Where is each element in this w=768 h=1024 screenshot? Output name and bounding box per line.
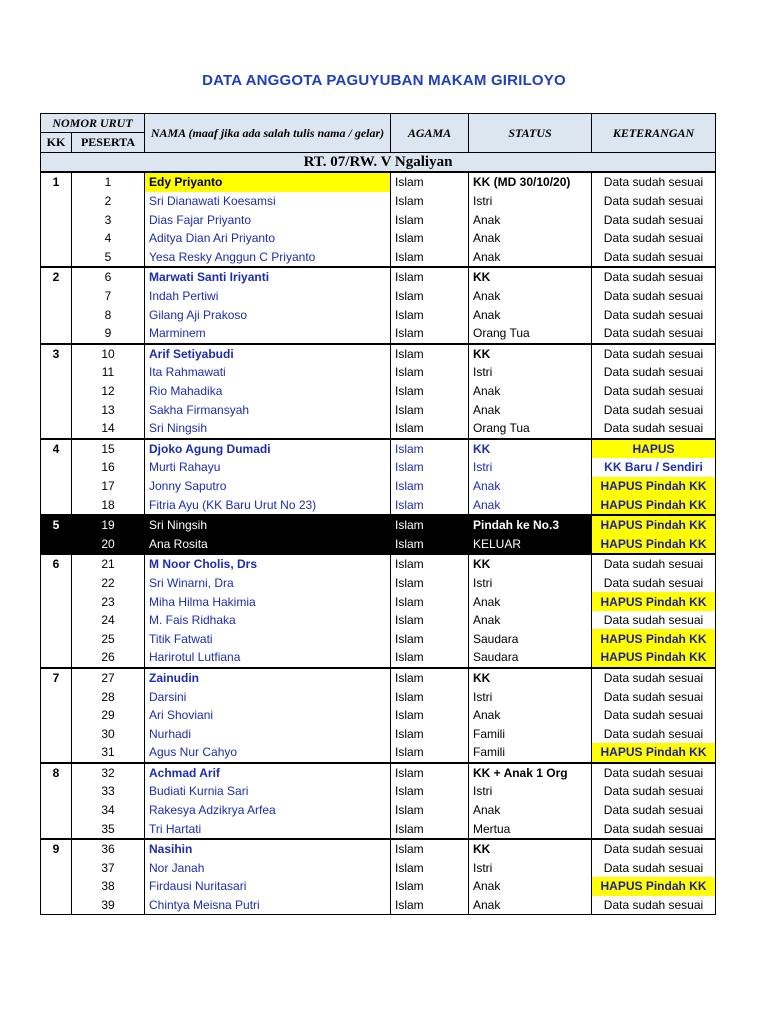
kk-number-cell [41,801,72,820]
keterangan-cell: Data sudah sesuai [592,782,716,801]
kk-number-cell: 2 [41,267,72,287]
agama-cell: Islam [391,229,469,248]
name-cell: Fitria Ayu (KK Baru Urut No 23) [145,495,391,515]
name-cell: Arif Setiyabudi [145,344,391,364]
agama-cell: Islam [391,305,469,324]
keterangan-cell: Data sudah sesuai [592,687,716,706]
name-cell: Ana Rosita [145,534,391,554]
kk-number-cell [41,382,72,401]
keterangan-cell: Data sudah sesuai [592,172,716,192]
status-cell: Anak [469,382,592,401]
table-row [41,554,716,574]
agama-cell: Islam [391,248,469,268]
table-row [41,839,716,859]
status-cell: Anak [469,400,592,419]
status-cell: Istri [469,574,592,593]
kk-number-cell: 5 [41,515,72,535]
status-cell: KELUAR [469,534,592,554]
agama-cell: Islam [391,363,469,382]
status-cell: KK [469,267,592,287]
table-row [41,382,716,401]
keterangan-cell: HAPUS Pindah KK [592,629,716,648]
peserta-number-cell: 9 [72,324,145,344]
agama-cell: Islam [391,839,469,859]
header-peserta: PESERTA [72,133,145,153]
table-row [41,896,716,915]
peserta-number-cell: 6 [72,267,145,287]
kk-number-cell [41,229,72,248]
keterangan-cell: Data sudah sesuai [592,382,716,401]
kk-number-cell: 7 [41,668,72,688]
peserta-number-cell: 21 [72,554,145,574]
keterangan-cell: Data sudah sesuai [592,267,716,287]
kk-number-cell [41,363,72,382]
status-cell: Anak [469,706,592,725]
name-cell: Sri Winarni, Dra [145,574,391,593]
status-cell: Istri [469,687,592,706]
name-cell: Harirotul Lutfiana [145,648,391,668]
status-cell: Saudara [469,648,592,668]
status-cell: Anak [469,210,592,229]
peserta-number-cell: 26 [72,648,145,668]
status-cell: Istri [469,782,592,801]
table-row [41,819,716,839]
peserta-number-cell: 32 [72,763,145,783]
table-row [41,363,716,382]
keterangan-cell: Data sudah sesuai [592,763,716,783]
status-cell: KK [469,344,592,364]
kk-number-cell [41,534,72,554]
keterangan-cell: HAPUS Pindah KK [592,495,716,515]
kk-number-cell [41,400,72,419]
table-row [41,782,716,801]
status-cell: Istri [469,363,592,382]
agama-cell: Islam [391,172,469,192]
table-row [41,629,716,648]
agama-cell: Islam [391,554,469,574]
name-cell: Edy Priyanto [145,172,391,192]
keterangan-cell: Data sudah sesuai [592,229,716,248]
kk-number-cell [41,819,72,839]
status-cell: Orang Tua [469,419,592,439]
name-cell: Sakha Firmansyah [145,400,391,419]
table-row [41,192,716,211]
agama-cell: Islam [391,877,469,896]
table-row [41,400,716,419]
name-cell: Nor Janah [145,859,391,878]
kk-number-cell [41,287,72,306]
table-row [41,458,716,477]
keterangan-cell: Data sudah sesuai [592,419,716,439]
keterangan-cell: HAPUS Pindah KK [592,534,716,554]
name-cell: Rakesya Adzikrya Arfea [145,801,391,820]
status-cell: KK [469,439,592,459]
status-cell: KK + Anak 1 Org [469,763,592,783]
status-cell: Anak [469,305,592,324]
header-status: STATUS [469,114,592,153]
table-row [41,743,716,763]
agama-cell: Islam [391,896,469,915]
name-cell: Agus Nur Cahyo [145,743,391,763]
keterangan-cell: HAPUS Pindah KK [592,648,716,668]
table-row [41,611,716,630]
peserta-number-cell: 15 [72,439,145,459]
status-cell: Saudara [469,629,592,648]
kk-number-cell: 8 [41,763,72,783]
status-cell: Anak [469,287,592,306]
peserta-number-cell: 31 [72,743,145,763]
agama-cell: Islam [391,324,469,344]
agama-cell: Islam [391,574,469,593]
agama-cell: Islam [391,458,469,477]
status-cell: Mertua [469,819,592,839]
agama-cell: Islam [391,477,469,496]
agama-cell: Islam [391,743,469,763]
peserta-number-cell: 8 [72,305,145,324]
peserta-number-cell: 39 [72,896,145,915]
keterangan-cell: HAPUS Pindah KK [592,592,716,611]
peserta-number-cell: 16 [72,458,145,477]
peserta-number-cell: 18 [72,495,145,515]
keterangan-cell: Data sudah sesuai [592,363,716,382]
status-cell: Pindah ke No.3 [469,515,592,535]
peserta-number-cell: 34 [72,801,145,820]
agama-cell: Islam [391,267,469,287]
name-cell: Murti Rahayu [145,458,391,477]
status-cell: KK [469,668,592,688]
table-row [41,534,716,554]
peserta-number-cell: 4 [72,229,145,248]
table-row [41,267,716,287]
name-cell: Indah Pertiwi [145,287,391,306]
kk-number-cell [41,574,72,593]
header-agama: AGAMA [391,114,469,153]
peserta-number-cell: 13 [72,400,145,419]
agama-cell: Islam [391,648,469,668]
header-kk: KK [41,133,72,153]
status-cell: Istri [469,192,592,211]
agama-cell: Islam [391,382,469,401]
keterangan-cell: HAPUS [592,439,716,459]
table-row [41,324,716,344]
kk-number-cell [41,419,72,439]
peserta-number-cell: 30 [72,724,145,743]
kk-number-cell: 9 [41,839,72,859]
name-cell: Jonny Saputro [145,477,391,496]
table-row [41,592,716,611]
table-body [41,172,716,915]
agama-cell: Islam [391,782,469,801]
keterangan-cell: Data sudah sesuai [592,324,716,344]
kk-number-cell [41,305,72,324]
keterangan-cell: Data sudah sesuai [592,611,716,630]
header-nomor-urut: NOMOR URUT [41,114,145,133]
header-keterangan: KETERANGAN [592,114,716,153]
table-row [41,172,716,192]
status-cell: KK [469,839,592,859]
name-cell: Djoko Agung Dumadi [145,439,391,459]
peserta-number-cell: 37 [72,859,145,878]
kk-number-cell [41,629,72,648]
peserta-number-cell: 27 [72,668,145,688]
agama-cell: Islam [391,801,469,820]
table-row [41,515,716,535]
table-row [41,439,716,459]
status-cell: Anak [469,801,592,820]
agama-cell: Islam [391,611,469,630]
peserta-number-cell: 1 [72,172,145,192]
peserta-number-cell: 25 [72,629,145,648]
agama-cell: Islam [391,192,469,211]
kk-number-cell [41,611,72,630]
table-row [41,344,716,364]
peserta-number-cell: 2 [72,192,145,211]
agama-cell: Islam [391,629,469,648]
name-cell: Sri Ningsih [145,419,391,439]
peserta-number-cell: 24 [72,611,145,630]
keterangan-cell: Data sudah sesuai [592,192,716,211]
peserta-number-cell: 19 [72,515,145,535]
status-cell: KK [469,554,592,574]
status-cell: Orang Tua [469,324,592,344]
peserta-number-cell: 35 [72,819,145,839]
name-cell: Budiati Kurnia Sari [145,782,391,801]
peserta-number-cell: 17 [72,477,145,496]
status-cell: Istri [469,859,592,878]
agama-cell: Islam [391,210,469,229]
kk-number-cell [41,724,72,743]
agama-cell: Islam [391,706,469,725]
agama-cell: Islam [391,419,469,439]
keterangan-cell: Data sudah sesuai [592,287,716,306]
table-row [41,248,716,268]
table-row [41,419,716,439]
name-cell: Sri Dianawati Koesamsi [145,192,391,211]
keterangan-cell: Data sudah sesuai [592,554,716,574]
table-row [41,574,716,593]
keterangan-cell: Data sudah sesuai [592,896,716,915]
kk-number-cell: 6 [41,554,72,574]
peserta-number-cell: 29 [72,706,145,725]
name-cell: M. Fais Ridhaka [145,611,391,630]
kk-number-cell: 4 [41,439,72,459]
table-row [41,801,716,820]
kk-number-cell [41,192,72,211]
peserta-number-cell: 36 [72,839,145,859]
member-table [40,113,716,915]
name-cell: Zainudin [145,668,391,688]
kk-number-cell: 3 [41,344,72,364]
kk-number-cell: 1 [41,172,72,192]
kk-number-cell [41,210,72,229]
page-title: DATA ANGGOTA PAGUYUBAN MAKAM GIRILOYO [202,72,566,89]
agama-cell: Islam [391,859,469,878]
agama-cell: Islam [391,819,469,839]
kk-number-cell [41,859,72,878]
keterangan-cell: Data sudah sesuai [592,574,716,593]
agama-cell: Islam [391,515,469,535]
keterangan-cell: HAPUS Pindah KK [592,877,716,896]
agama-cell: Islam [391,287,469,306]
kk-number-cell [41,687,72,706]
table-row [41,210,716,229]
header-nama: NAMA (maaf jika ada salah tulis nama / gelar) [145,114,391,153]
kk-number-cell [41,896,72,915]
peserta-number-cell: 22 [72,574,145,593]
keterangan-cell: KK Baru / Sendiri [592,458,716,477]
kk-number-cell [41,477,72,496]
kk-number-cell [41,648,72,668]
keterangan-cell: Data sudah sesuai [592,248,716,268]
name-cell: Firdausi Nuritasari [145,877,391,896]
agama-cell: Islam [391,724,469,743]
status-cell: Anak [469,248,592,268]
peserta-number-cell: 33 [72,782,145,801]
keterangan-cell: Data sudah sesuai [592,819,716,839]
name-cell: Ita Rahmawati [145,363,391,382]
agama-cell: Islam [391,400,469,419]
keterangan-cell: Data sudah sesuai [592,724,716,743]
name-cell: Dias Fajar Priyanto [145,210,391,229]
table-row [41,724,716,743]
table-row [41,477,716,496]
table-row [41,648,716,668]
keterangan-cell: Data sudah sesuai [592,706,716,725]
table-row [41,877,716,896]
peserta-number-cell: 14 [72,419,145,439]
status-cell: Anak [469,877,592,896]
status-cell: Anak [469,229,592,248]
status-cell: Anak [469,495,592,515]
agama-cell: Islam [391,344,469,364]
keterangan-cell: Data sudah sesuai [592,839,716,859]
keterangan-cell: Data sudah sesuai [592,859,716,878]
name-cell: Titik Fatwati [145,629,391,648]
agama-cell: Islam [391,592,469,611]
agama-cell: Islam [391,439,469,459]
table-row [41,668,716,688]
status-cell: Anak [469,896,592,915]
status-cell: Anak [469,592,592,611]
peserta-number-cell: 10 [72,344,145,364]
name-cell: Chintya Meisna Putri [145,896,391,915]
table-row [41,763,716,783]
keterangan-cell: Data sudah sesuai [592,801,716,820]
name-cell: Sri Ningsih [145,515,391,535]
table-row [41,687,716,706]
name-cell: Rio Mahadika [145,382,391,401]
kk-number-cell [41,782,72,801]
name-cell: Nurhadi [145,724,391,743]
agama-cell: Islam [391,534,469,554]
name-cell: Marwati Santi Iriyanti [145,267,391,287]
peserta-number-cell: 3 [72,210,145,229]
name-cell: Yesa Resky Anggun C Priyanto [145,248,391,268]
peserta-number-cell: 38 [72,877,145,896]
peserta-number-cell: 20 [72,534,145,554]
agama-cell: Islam [391,763,469,783]
peserta-number-cell: 23 [72,592,145,611]
status-cell: Famili [469,724,592,743]
keterangan-cell: Data sudah sesuai [592,400,716,419]
name-cell: Marminem [145,324,391,344]
table-row [41,305,716,324]
kk-number-cell [41,706,72,725]
table-row [41,495,716,515]
name-cell: Gilang Aji Prakoso [145,305,391,324]
status-cell: Istri [469,458,592,477]
keterangan-cell: Data sudah sesuai [592,210,716,229]
keterangan-cell: Data sudah sesuai [592,305,716,324]
name-cell: Achmad Arif [145,763,391,783]
peserta-number-cell: 5 [72,248,145,268]
name-cell: Darsini [145,687,391,706]
peserta-number-cell: 28 [72,687,145,706]
kk-number-cell [41,592,72,611]
keterangan-cell: Data sudah sesuai [592,344,716,364]
kk-number-cell [41,743,72,763]
name-cell: M Noor Cholis, Drs [145,554,391,574]
agama-cell: Islam [391,495,469,515]
table-row [41,229,716,248]
peserta-number-cell: 12 [72,382,145,401]
rt-section-label: RT. 07/RW. V Ngaliyan [41,152,716,172]
kk-number-cell [41,324,72,344]
peserta-number-cell: 7 [72,287,145,306]
table-row [41,706,716,725]
keterangan-cell: HAPUS Pindah KK [592,477,716,496]
status-cell: KK (MD 30/10/20) [469,172,592,192]
name-cell: Aditya Dian Ari Priyanto [145,229,391,248]
name-cell: Nasihin [145,839,391,859]
name-cell: Tri Hartati [145,819,391,839]
keterangan-cell: Data sudah sesuai [592,668,716,688]
peserta-number-cell: 11 [72,363,145,382]
kk-number-cell [41,877,72,896]
name-cell: Ari Shoviani [145,706,391,725]
status-cell: Anak [469,477,592,496]
agama-cell: Islam [391,668,469,688]
kk-number-cell [41,248,72,268]
keterangan-cell: HAPUS Pindah KK [592,743,716,763]
name-cell: Miha Hilma Hakimia [145,592,391,611]
status-cell: Anak [469,611,592,630]
table-row [41,859,716,878]
status-cell: Famili [469,743,592,763]
keterangan-cell: HAPUS Pindah KK [592,515,716,535]
kk-number-cell [41,495,72,515]
table-row [41,287,716,306]
kk-number-cell [41,458,72,477]
agama-cell: Islam [391,687,469,706]
